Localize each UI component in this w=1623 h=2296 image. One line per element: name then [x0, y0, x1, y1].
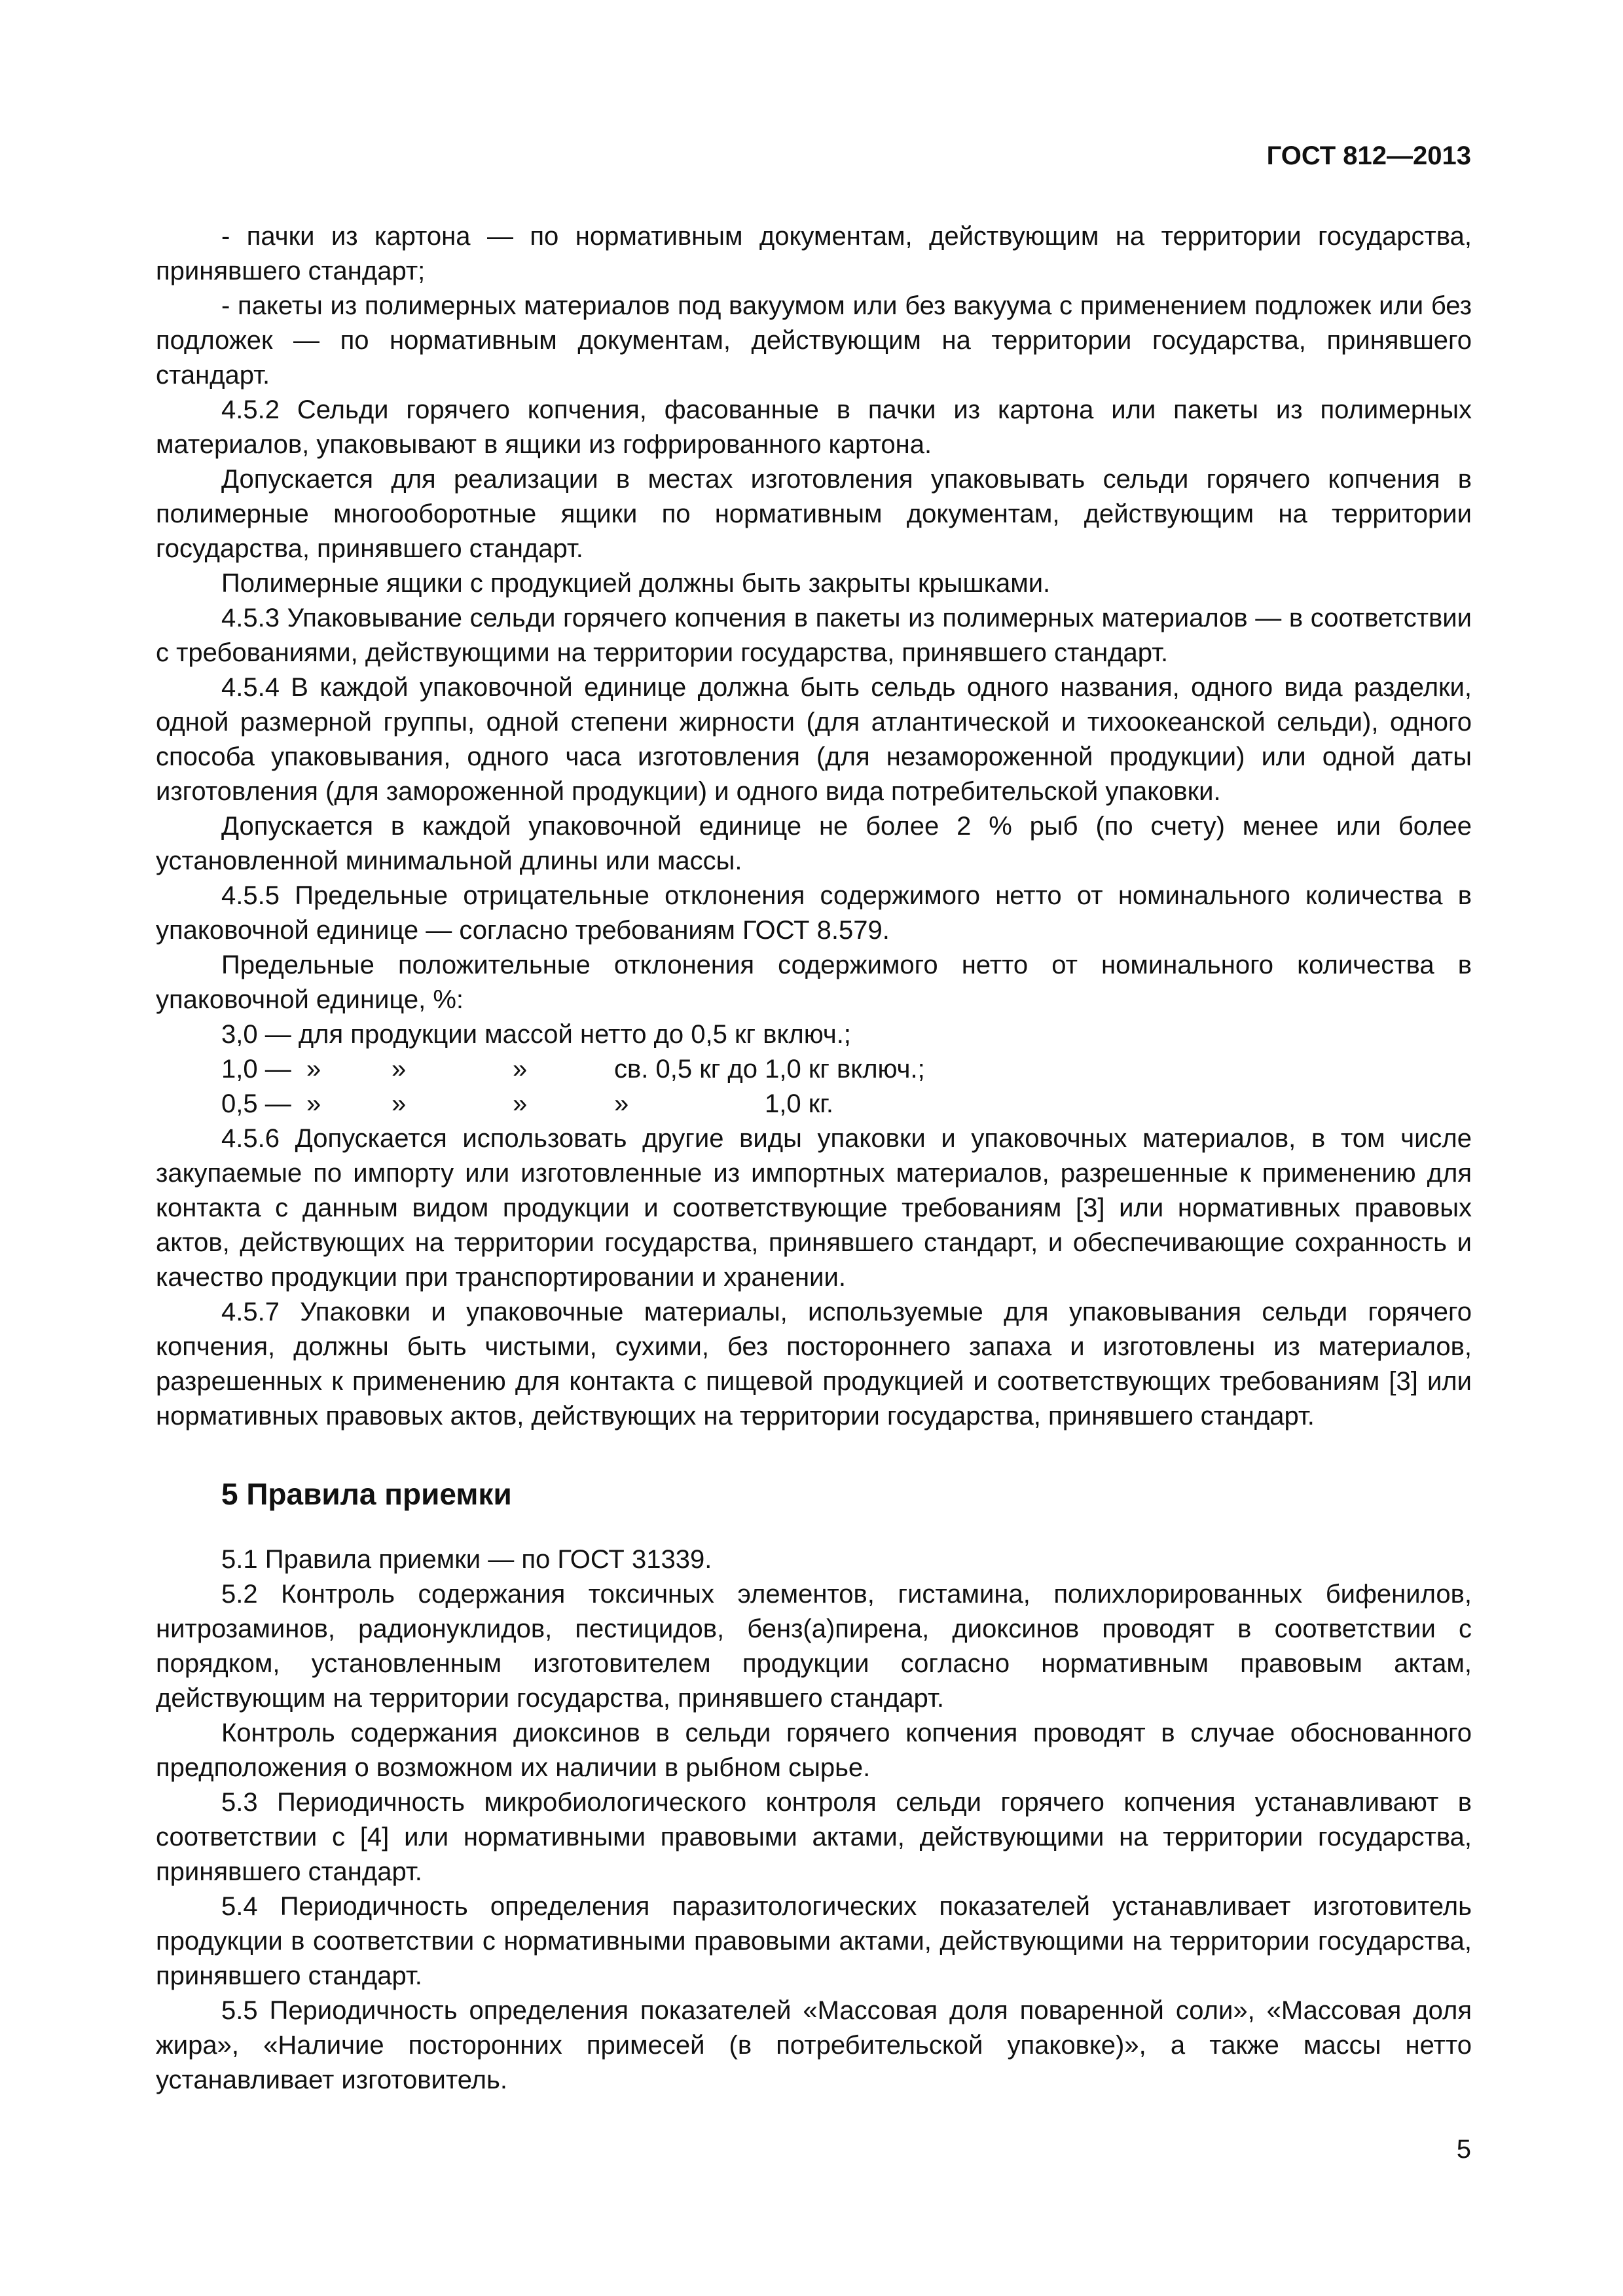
paragraph: Допускается в каждой упаковочной единице не более 2 % рыб (по счету) менее или более установленной минимальной длины или массы. [156, 812, 1472, 875]
paragraph: 5.5 Периодичность определения показателей «Массовая доля поваренной соли», «Массовая доля жира», «Наличие посторонних примесей (в потребительской упаковке)», а также массы нетто устанавливает изготовитель. [156, 1996, 1472, 2094]
ditto-mark: » [392, 1055, 407, 1084]
deviation-text: 3,0 — для продукции массой нетто до 0,5 кг включ.; [221, 1020, 851, 1049]
deviation-row [221, 1017, 1472, 1052]
page-body [156, 219, 1472, 2098]
deviation-row [221, 1052, 1472, 1087]
paragraph: 5.1 Правила приемки — по ГОСТ 31339. [221, 1545, 712, 1574]
paragraph: 5.2 Контроль содержания токсичных элементов, гистамина, полихлорированных бифенилов, нитрозаминов, радионуклидов, пестицидов, бенз(а)пирена, диоксинов проводят в соответствии с порядком, установленным изготовителем продукции согласно нормативным правовым актам, действующим на территории государства, принявшего стандарт. [156, 1580, 1472, 1713]
deviation-list [156, 1017, 1472, 1121]
paragraph: 5.4 Периодичность определения паразитологических показателей устанавливает изготовитель продукции в соответствии с нормативными правовыми актами, действующими на территории государства, принявшего стандарт. [156, 1892, 1472, 1990]
ditto-mark: » [392, 1089, 407, 1118]
paragraph: 4.5.4 В каждой упаковочной единице должна быть сельдь одного названия, одного вида разделки, одной размерной группы, одной степени жирности (для атлантической и тихоокеанской сельди), одного способа упаковывания, одного часа изготовления (для незамороженной продукции) или одной даты изготовления (для замороженной продукции) и одного вида потребительской упаковки. [156, 673, 1472, 806]
ditto-mark: » [306, 1055, 321, 1084]
paragraph: 4.5.2 Сельди горячего копчения, фасованные в пачки из картона или пакеты из полимерных материалов, упаковывают в ящики из гофрированного картона. [156, 395, 1472, 459]
paragraph: 4.5.7 Упаковки и упаковочные материалы, используемые для упаковывания сельди горячего копчения, должны быть чистыми, сухими, без постороннего запаха и изготовлены из материалов, разрешенных к применению для контакта с пищевой продукцией и соответствующих требованиям [3] или нормативных правовых актов, действующих на территории государства, принявшего стандарт. [156, 1298, 1472, 1430]
paragraph: 5.3 Периодичность микробиологического контроля сельди горячего копчения устанавливают в соответствии с [4] или нормативными правовыми актами, действующими на территории государства, принявшего стандарт. [156, 1788, 1472, 1886]
paragraph: Полимерные ящики с продукцией должны быть закрыты крышками. [221, 569, 1051, 598]
ditto-mark: » [306, 1089, 321, 1118]
paragraph: Контроль содержания диоксинов в сельди горячего копчения проводят в случае обоснованного предположения о возможном их наличии в рыбном сырье. [156, 1719, 1472, 1782]
ditto-mark: » [513, 1089, 528, 1118]
paragraph: Предельные положительные отклонения содержимого нетто от номинального количества в упаковочной единице, %: [156, 951, 1472, 1014]
ditto-mark: » [513, 1055, 528, 1084]
deviation-value: 0,5 — [221, 1089, 291, 1118]
deviation-row [221, 1087, 1472, 1121]
page-number: 5 [1456, 2135, 1471, 2164]
section-heading: 5 Правила приемки [221, 1477, 512, 1511]
paragraph: Допускается для реализации в местах изготовления упаковывать сельди горячего копчения в полимерные многооборотные ящики по нормативным документам, действующим на территории государства, принявшего стандарт. [156, 465, 1472, 563]
paragraph: - пачки из картона — по нормативным документам, действующим на территории государства, принявшего стандарт; [156, 222, 1472, 285]
document-number: ГОСТ 812—2013 [1266, 141, 1471, 170]
paragraph: 4.5.5 Предельные отрицательные отклонения содержимого нетто от номинального количества в упаковочной единице — согласно требованиям ГОСТ 8.579. [156, 881, 1472, 945]
paragraph: 4.5.3 Упаковывание сельди горячего копчения в пакеты из полимерных материалов — в соответствии с требованиями, действующими на территории государства, принявшего стандарт. [156, 604, 1472, 667]
paragraph: - пакеты из полимерных материалов под вакуумом или без вакуума с применением подложек или без подложек — по нормативным документам, действующим на территории государства, принявшего стандарт. [156, 291, 1472, 390]
paragraph: 4.5.6 Допускается использовать другие виды упаковки и упаковочных материалов, в том числе закупаемые по импорту или изготовленные из импортных материалов, разрешенные к применению для контакта с данным видом продукции и соответствующие требованиям [3] или нормативных правовых актов, действующих на территории государства, принявшего стандарт, и обеспечивающие сохранность и качество продукции при транспортировании и хранении. [156, 1124, 1472, 1292]
ditto-mark: » [614, 1089, 629, 1118]
deviation-range: св. 0,5 кг до 1,0 кг включ.; [614, 1055, 925, 1084]
deviation-range: 1,0 кг. [765, 1089, 834, 1118]
deviation-value: 1,0 — [221, 1055, 291, 1084]
